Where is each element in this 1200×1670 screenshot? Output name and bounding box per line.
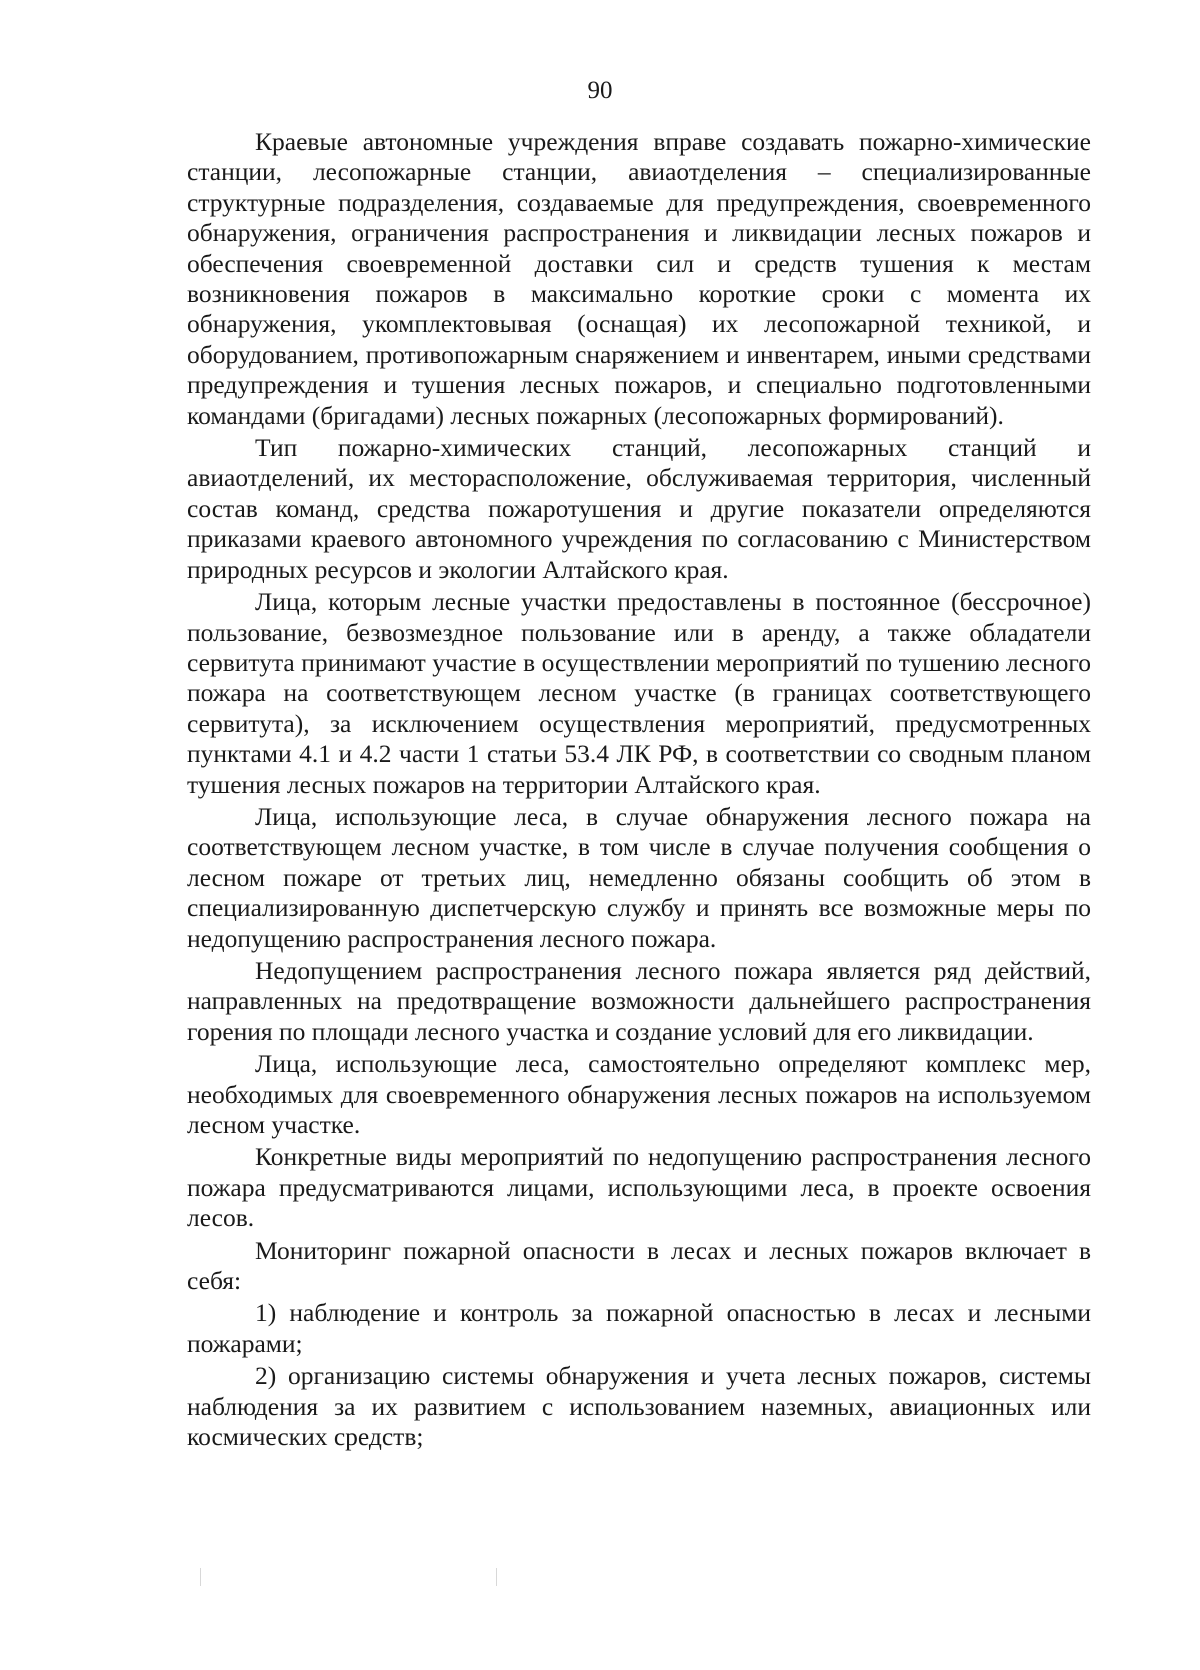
list-item-1: 1) наблюдение и контроль за пожарной опасностью в лесах и лесными пожарами; (187, 1298, 1091, 1358)
paragraph-forest-project: Конкретные виды мероприятий по недопущению распространения лесного пожара предусматриваются лицами, использующими леса, в проекте освоения лесов. (187, 1142, 1091, 1233)
paragraph-lessee-participation: Лица, которым лесные участки предоставлены в постоянное (бессрочное) пользование, безвозмездное пользование или в аренду, а также обладатели сервитута принимают участие в осуществлении мероприятий по тушению лесного пожара на соответствующем лесном участке (в границах соответствующего сервитута), за исключением осуществления мероприятий, предусмотренных пунктами 4.1 и 4.2 части 1 статьи 53.4 ЛК РФ, в соответствии со сводным планом тушения лесных пожаров на территории Алтайского края. (187, 587, 1091, 799)
paragraph-monitoring-intro: Мониторинг пожарной опасности в лесах и лесных пожаров включает в себя: (187, 1235, 1091, 1296)
page-number: 90 (587, 77, 613, 104)
paragraph-detection-measures: Лица, использующие леса, самостоятельно определяют комплекс мер, необходимых для своевременного обнаружения лесных пожаров на используемом лесном участке. (187, 1049, 1091, 1139)
paragraph-station-types: Тип пожарно-химических станций, лесопожарных станций и авиаотделений, их месторасположение, обслуживаемая территория, численный состав команд, средства пожаротушения и другие показатели определяются приказами краевого автономного учреждения по согласованию с Министерством природных ресурсов и экологии Алтайского края. (187, 433, 1091, 584)
scan-artifact-mark (200, 1568, 201, 1586)
paragraph-spread-prevention: Недопущением распространения лесного пожара является ряд действий, направленных на предотвращение возможности дальнейшего распространения горения по площади лесного участка и создание условий для его ликвидации. (187, 955, 1091, 1046)
document-body (187, 127, 1091, 1452)
list-item-2: 2) организацию системы обнаружения и учета лесных пожаров, системы наблюдения за их развитием с использованием наземных, авиационных или космических средств; (187, 1361, 1091, 1452)
scan-artifact-mark (496, 1568, 497, 1586)
paragraph-fire-reporting: Лица, использующие леса, в случае обнаружения лесного пожара на соответствующем лесном участке, в том числе в случае получения сообщения о лесном пожаре от третьих лиц, немедленно обязаны сообщить об этом в специализированную диспетчерскую службу и принять все возможные меры по недопущению распространения лесного пожара. (187, 801, 1091, 953)
paragraph-autonomous-institutions: Краевые автономные учреждения вправе создавать пожарно-химические станции, лесопожарные станции, авиаотделения – специализированные структурные подразделения, создаваемые для предупреждения, своевременного обнаружения, ограничения распространения и ликвидации лесных пожаров и обеспечения своевременной доставки сил и средств тушения к местам возникновения пожаров в максимально короткие сроки с момента их обнаружения, укомплектовывая (оснащая) их лесопожарной техникой, и оборудованием, противопожарным снаряжением и инвентарем, иными средствами предупреждения и тушения лесных пожаров, и специально подготовленными командами (бригадами) лесных пожарных (лесопожарных формирований). (187, 127, 1091, 430)
